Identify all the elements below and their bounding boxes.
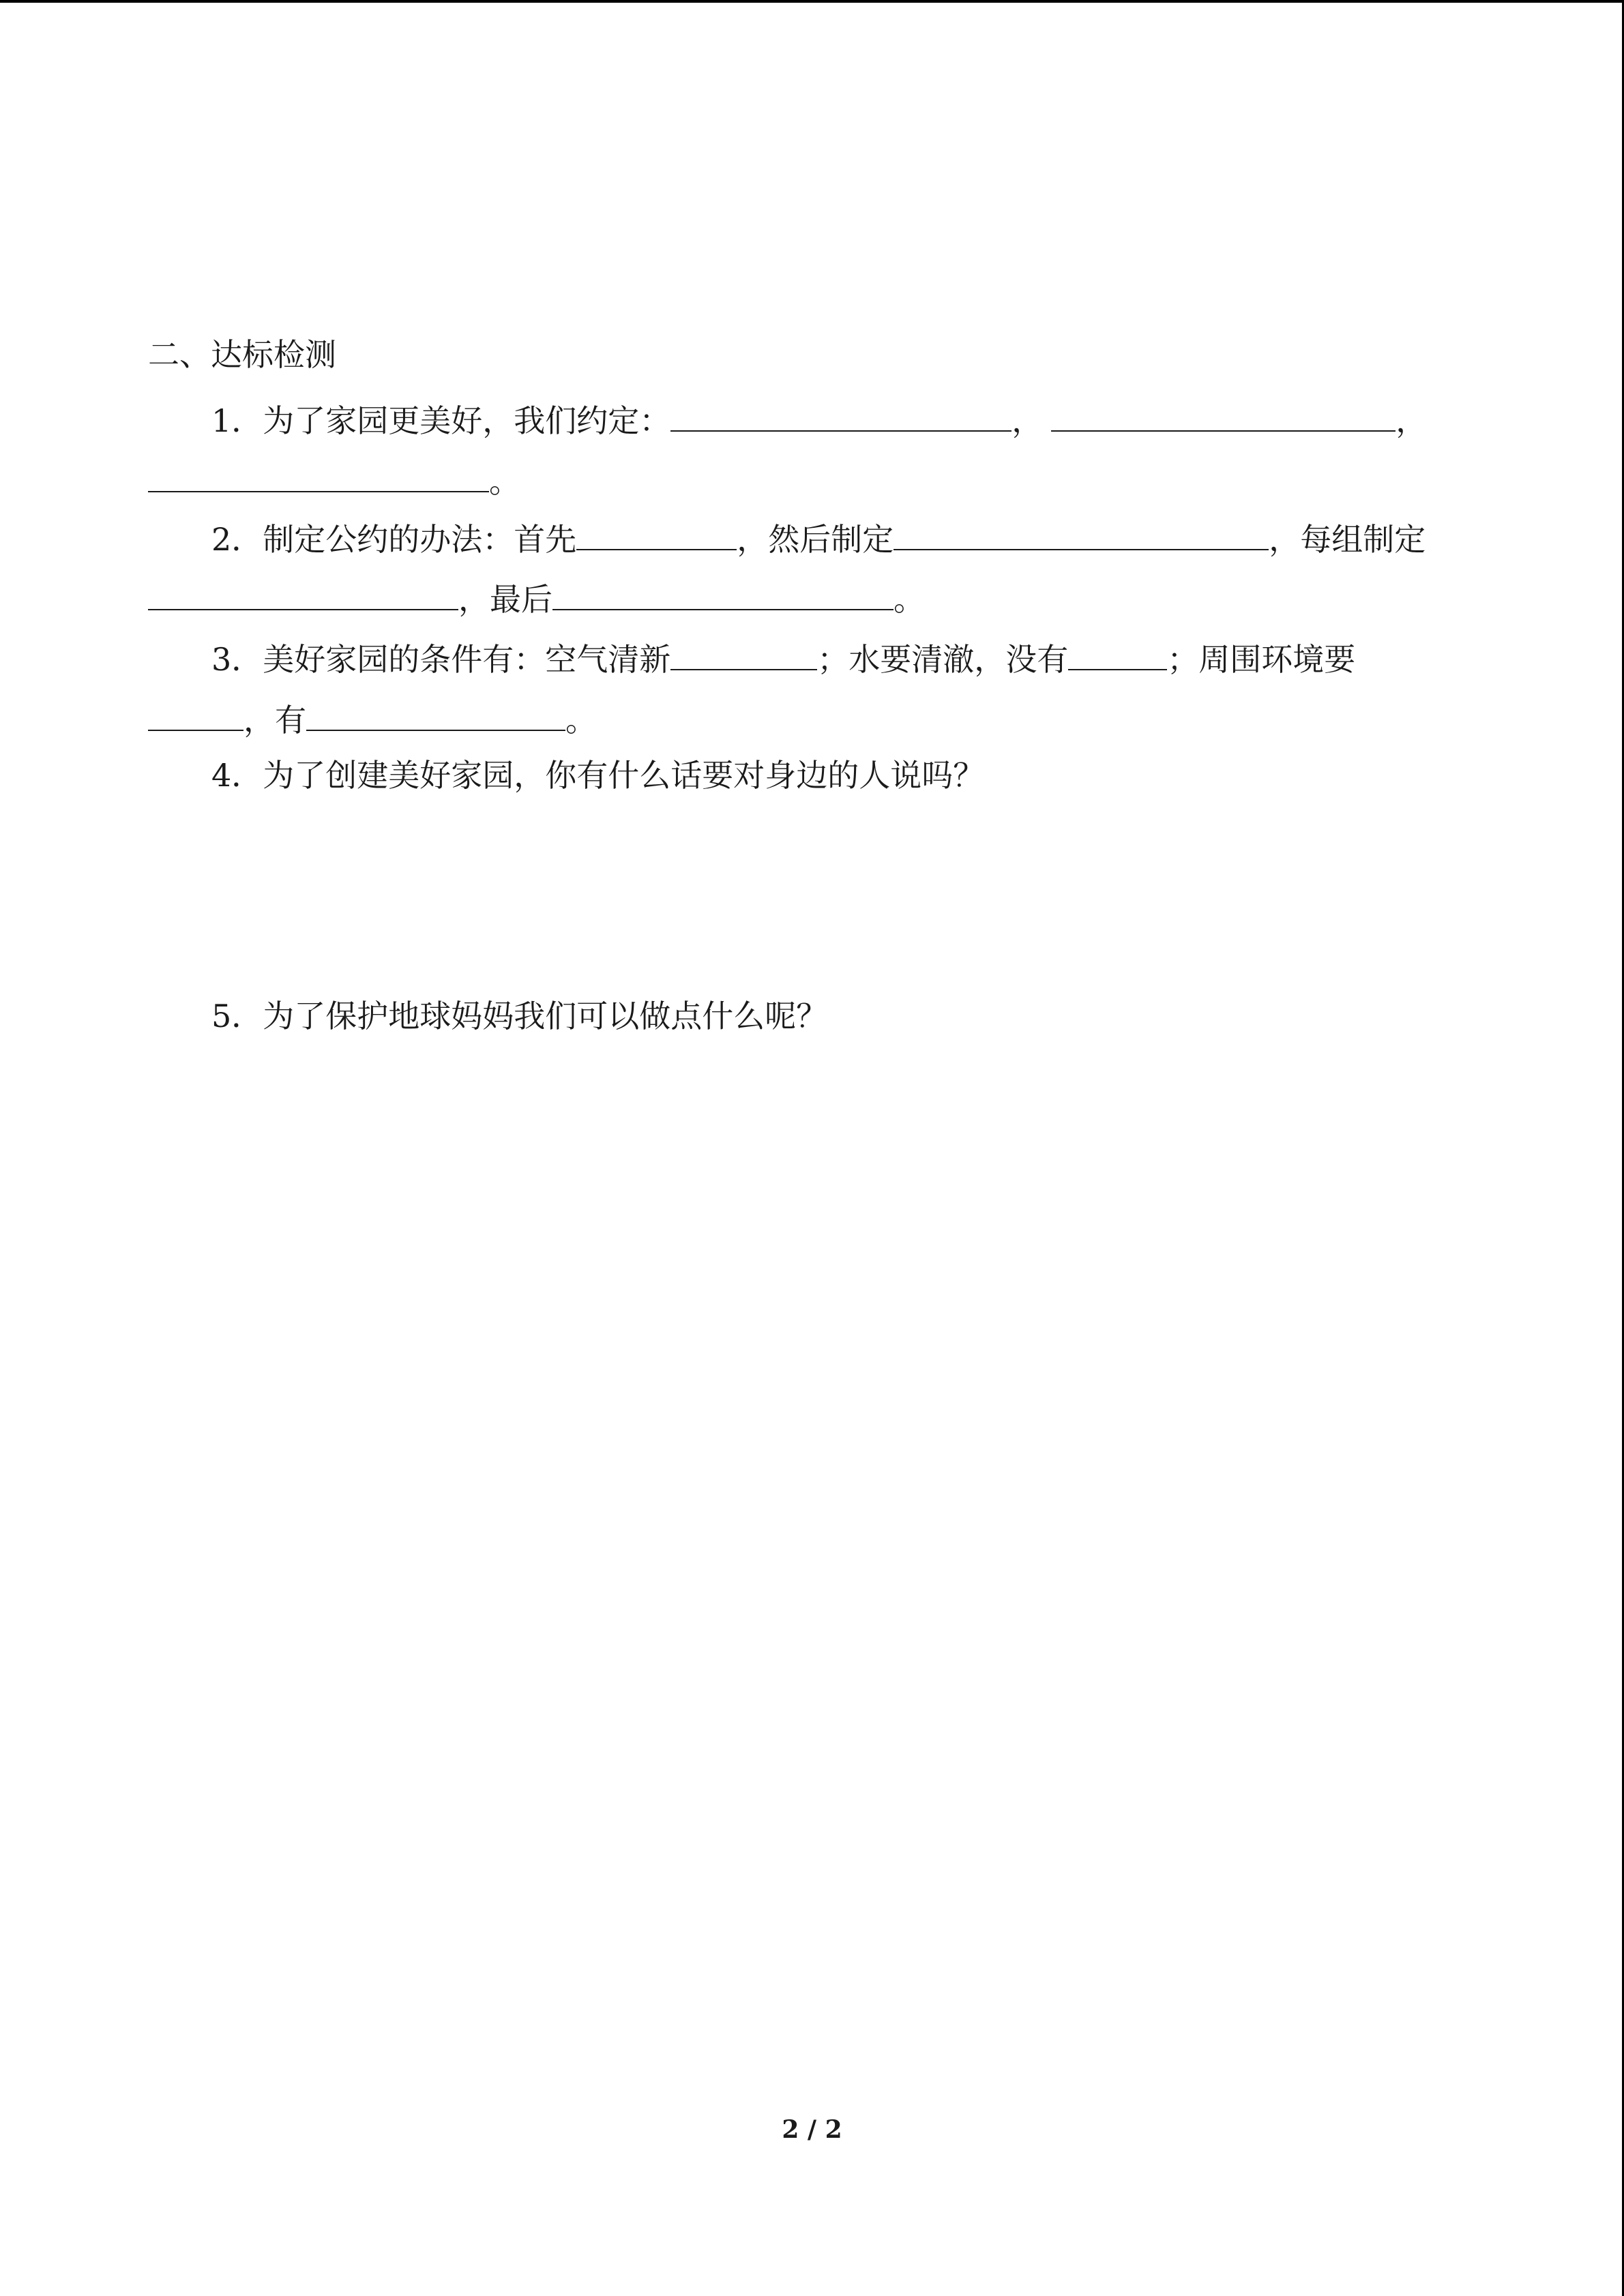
question-2-text-2: ，然后制定 xyxy=(737,521,894,558)
question-4-text: 为了创建美好家园，你有什么话要对身边的人说吗？ xyxy=(263,757,985,794)
question-3-text-2: ；水要清澈，没有 xyxy=(817,641,1069,678)
question-3-number: 3． xyxy=(211,641,263,678)
answer-blank-3a[interactable] xyxy=(670,636,817,670)
question-2-end: 。 xyxy=(894,581,925,618)
answer-blank-1b[interactable] xyxy=(1051,398,1396,432)
question-1-number: 1． xyxy=(211,402,263,439)
question-5-text: 为了保护地球妈妈我们可以做点什么呢？ xyxy=(263,998,828,1034)
question-3-end: 。 xyxy=(565,702,597,739)
question-1-separator: ， xyxy=(1012,402,1044,439)
answer-blank-2c[interactable] xyxy=(148,576,458,610)
answer-blank-2d[interactable] xyxy=(552,576,894,610)
question-3-text-4: ，有 xyxy=(243,702,306,739)
answer-blank-1c[interactable] xyxy=(148,458,489,492)
question-4-number: 4． xyxy=(211,757,263,794)
answer-blank-3d[interactable] xyxy=(306,697,565,731)
question-3-text: 美好家园的条件有：空气清新 xyxy=(263,641,671,678)
question-4 xyxy=(211,755,984,796)
question-1-line-2 xyxy=(148,458,520,502)
question-2-number: 2． xyxy=(211,521,263,558)
page-number: 2 / 2 xyxy=(782,2115,842,2144)
answer-blank-1a[interactable] xyxy=(670,398,1012,432)
question-1-end: 。 xyxy=(489,463,520,500)
question-1-separator: ， xyxy=(1396,402,1428,439)
question-2-text: 制定公约的办法：首先 xyxy=(263,521,577,558)
question-2-line-1 xyxy=(211,516,1426,560)
question-1-line-1 xyxy=(211,398,1427,441)
page-top-border xyxy=(0,0,1624,3)
answer-blank-2a[interactable] xyxy=(576,516,737,550)
question-3-text-3: ；周围环境要 xyxy=(1167,641,1356,678)
question-2-line-2 xyxy=(148,576,925,620)
question-2-text-3: ，每组制定 xyxy=(1269,521,1426,558)
answer-blank-2b[interactable] xyxy=(894,516,1269,550)
question-3-line-2 xyxy=(148,697,597,741)
question-3-line-1 xyxy=(211,636,1355,680)
question-5 xyxy=(211,996,827,1037)
question-1-text: 为了家园更美好，我们约定： xyxy=(263,402,671,439)
answer-blank-3c[interactable] xyxy=(148,697,243,731)
section-title: 二、达标检测 xyxy=(148,336,336,373)
answer-blank-3b[interactable] xyxy=(1068,636,1167,670)
question-5-number: 5． xyxy=(211,998,263,1034)
question-2-text-4: ，最后 xyxy=(458,581,552,618)
